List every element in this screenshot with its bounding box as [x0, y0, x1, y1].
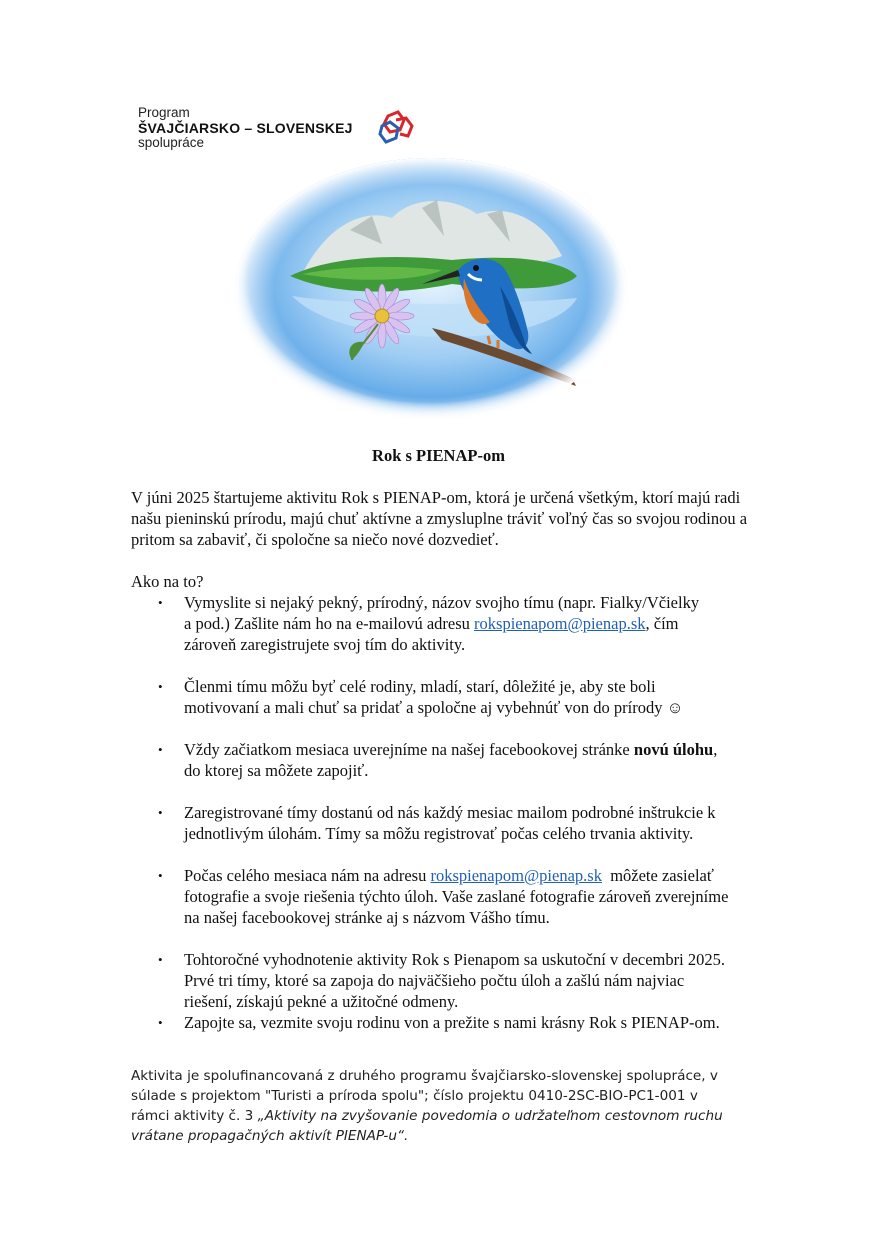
page-title: Rok s PIENAP-om — [372, 446, 505, 465]
bullet-icon: • — [158, 679, 163, 694]
funding-note: Aktivita je spolufinancovaná z druhého programu švajčiarsko-slovenskej spolupráce, v súlade s projektom "Turisti a príroda spolu"; číslo projektu 0410-2SC-BIO-PC1-001 v rámci aktivity č. 3 „Aktivity na zvyšovanie povedomia o udržateľnom cestovnom ruchu vrátane propagačných aktivít PIENAP-u“. — [131, 1068, 723, 1144]
logo-line-country: ŠVAJČIARSKO – SLOVENSKEJ — [138, 120, 353, 136]
bullet-icon: • — [158, 595, 163, 610]
bullet-icon: • — [158, 742, 163, 757]
intro-paragraph: V júni 2025 štartujeme aktivitu Rok s PIENAP-om, ktorá je určená všetkým, ktorí majú radi našu pieninskú prírodu, majú chuť aktívne a zmysluplne tráviť voľný čas so svojou rodinou a pritom sa zabaviť, či spoločne sa niečo nové dozvedieť. — [131, 488, 748, 549]
list-item: • Zapojte sa, vezmite svoju rodinu von a prežite s nami krásny Rok s PIENAP-om. — [158, 1013, 720, 1032]
email-link[interactable]: rokspienapom@pienap.sk — [430, 866, 602, 885]
list-item: • Tohtoročné vyhodnotenie aktivity Rok s Pienapom sa uskutoční v decembri 2025. Prvé tri tímy, ktoré sa zapoja do najväčšieho počtu úloh a zašlú nám najviac riešení, získajú pekné a užitočné odmeny. — [158, 950, 725, 1011]
instructions-list — [131, 592, 781, 1033]
email-link[interactable]: rokspienapom@pienap.sk — [474, 614, 646, 633]
list-item: • Vždy začiatkom mesiaca uverejníme na našej facebookovej stránke novú úlohu, do ktorej sa môžete zapojiť. — [158, 740, 718, 780]
new-task-emphasis: novú úlohu — [633, 740, 714, 759]
list-item: • Zaregistrované tímy dostanú od nás každý mesiac mailom podrobné inštrukcie k jednotlivým úlohám. Tímy sa môžu registrovať počas celého trvania aktivity. — [158, 803, 716, 843]
bullet-icon: • — [158, 805, 163, 820]
bullet-icon: • — [158, 1015, 163, 1030]
list-item: • Vymyslite si nejaký pekný, prírodný, názov svojho tímu (napr. Fialky/Včielky a pod.) Zašlite nám ho na e-mailovú adresu rokspienapom@pienap.sk, čím zároveň zaregistrujete svoj tím do aktivity. — [158, 593, 700, 654]
cooperation-logo-icon — [374, 110, 418, 146]
program-logo-text — [138, 106, 353, 150]
bullet-icon: • — [158, 868, 163, 883]
logo-line-cooperation: spolupráce — [138, 135, 205, 150]
bullet-icon: • — [158, 952, 163, 967]
list-item: • Počas celého mesiaca nám na adresu rokspienapom@pienap.sk môžete zasielať fotografie a svoje riešenia týchto úloh. Vaše zaslané fotografie zároveň zverejníme na našej facebookovej stránke aj s názvom Vášho tímu. — [158, 866, 729, 927]
howto-heading: Ako na to? — [131, 572, 204, 591]
kingfisher-illustration — [232, 156, 630, 426]
logo-line-program: Program — [138, 105, 190, 120]
list-item: • Členmi tímu môžu byť celé rodiny, mladí, starí, dôležité je, aby ste boli motivovaní a mali chuť sa pridať a spoločne aj vybehnúť von do prírody ☺ — [158, 677, 684, 717]
